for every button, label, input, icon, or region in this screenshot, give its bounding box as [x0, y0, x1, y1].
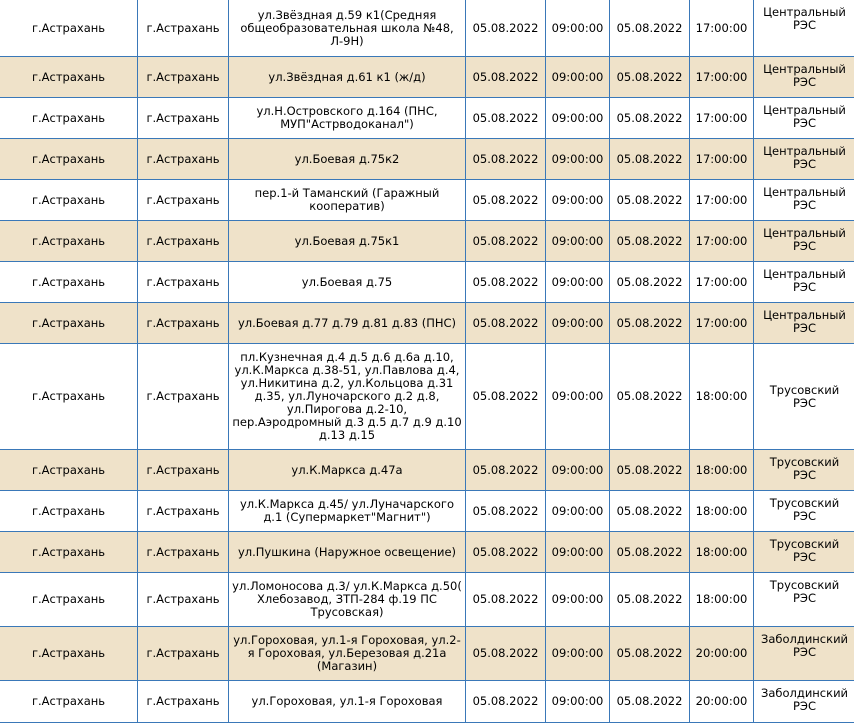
end-date-cell: 05.08.2022 [610, 627, 690, 681]
end-date-cell: 05.08.2022 [610, 98, 690, 139]
res-name: Трусовский РЭС [769, 537, 840, 564]
end-time-cell: 17:00:00 [690, 180, 754, 221]
end-time-cell: 17:00:00 [690, 0, 754, 57]
res-cell [754, 344, 854, 450]
settlement-cell: г.Астрахань [0, 221, 138, 262]
settlement-cell: г.Астрахань [0, 450, 138, 491]
end-time-cell: 18:00:00 [690, 450, 754, 491]
address-cell: ул.Гороховая, ул.1-я Гороховая [229, 681, 466, 723]
end-date-cell: 05.08.2022 [610, 57, 690, 98]
res-cell [754, 57, 854, 98]
res-name: Трусовский РЭС [769, 455, 840, 482]
res-name: Заболдинский РЭС [760, 632, 849, 659]
res-cell [754, 221, 854, 262]
settlement-cell: г.Астрахань [0, 491, 138, 532]
start-time-cell: 09:00:00 [546, 532, 610, 573]
settlement-cell: г.Астрахань [0, 139, 138, 180]
res-name: Центральный РЭС [763, 308, 846, 335]
city-cell: г.Астрахань [138, 0, 229, 57]
res-name: Центральный РЭС [763, 185, 846, 212]
end-time-cell: 17:00:00 [690, 57, 754, 98]
res-cell [754, 627, 854, 681]
start-date-cell: 05.08.2022 [466, 98, 546, 139]
res-cell [754, 180, 854, 221]
end-time-cell: 20:00:00 [690, 627, 754, 681]
res-name: Трусовский РЭС [769, 496, 840, 523]
res-name: Заболдинский РЭС [760, 686, 849, 713]
start-date-cell: 05.08.2022 [466, 450, 546, 491]
start-time-cell: 09:00:00 [546, 681, 610, 723]
start-date-cell: 05.08.2022 [466, 491, 546, 532]
address-cell: пл.Кузнечная д.4 д.5 д.6 д.6а д.10, ул.К.Маркса д.38-51, ул.Павлова д.4, ул.Никитина д.2, ул.Кольцова д.31 д.35, ул.Луночарского д.2 д.8, ул.Пирогова д.2-10, пер.Аэродромный д.3 д.5 д.7 д.9 д.10 д.13 д.15 [229, 344, 466, 450]
res-name: Центральный РЭС [763, 267, 846, 294]
res-name: Центральный РЭС [763, 226, 846, 253]
settlement-cell: г.Астрахань [0, 303, 138, 344]
table-row [0, 573, 854, 627]
start-date-cell: 05.08.2022 [466, 262, 546, 303]
start-date-cell: 05.08.2022 [466, 532, 546, 573]
res-name: Трусовский РЭС [769, 578, 840, 605]
city-cell: г.Астрахань [138, 221, 229, 262]
start-time-cell: 09:00:00 [546, 627, 610, 681]
address-cell: ул.Звёздная д.61 к1 (ж/д) [229, 57, 466, 98]
address-cell: ул.Гороховая, ул.1-я Гороховая, ул.2-я Гороховая, ул.Березовая д.21а (Магазин) [229, 627, 466, 681]
city-cell: г.Астрахань [138, 139, 229, 180]
start-time-cell: 09:00:00 [546, 450, 610, 491]
end-time-cell: 18:00:00 [690, 491, 754, 532]
start-time-cell: 09:00:00 [546, 98, 610, 139]
end-date-cell: 05.08.2022 [610, 221, 690, 262]
city-cell: г.Астрахань [138, 180, 229, 221]
end-date-cell: 05.08.2022 [610, 450, 690, 491]
start-time-cell: 09:00:00 [546, 57, 610, 98]
city-cell: г.Астрахань [138, 491, 229, 532]
res-name: Центральный РЭС [763, 103, 846, 130]
address-cell: пер.1-й Таманский (Гаражный кооператив) [229, 180, 466, 221]
table-row [0, 681, 854, 723]
start-date-cell: 05.08.2022 [466, 180, 546, 221]
start-date-cell: 05.08.2022 [466, 627, 546, 681]
end-date-cell: 05.08.2022 [610, 139, 690, 180]
end-date-cell: 05.08.2022 [610, 262, 690, 303]
res-name: Центральный РЭС [763, 5, 846, 32]
start-time-cell: 09:00:00 [546, 180, 610, 221]
start-date-cell: 05.08.2022 [466, 221, 546, 262]
res-cell [754, 450, 854, 491]
city-cell: г.Астрахань [138, 573, 229, 627]
settlement-cell: г.Астрахань [0, 681, 138, 723]
start-date-cell: 05.08.2022 [466, 139, 546, 180]
table-row [0, 57, 854, 98]
settlement-cell: г.Астрахань [0, 98, 138, 139]
table-row [0, 98, 854, 139]
address-cell: ул.К.Маркса д.47а [229, 450, 466, 491]
city-cell: г.Астрахань [138, 303, 229, 344]
end-date-cell: 05.08.2022 [610, 180, 690, 221]
start-date-cell: 05.08.2022 [466, 573, 546, 627]
address-cell: ул.Боевая д.75к2 [229, 139, 466, 180]
end-time-cell: 17:00:00 [690, 98, 754, 139]
address-cell: ул.Н.Островского д.164 (ПНС, МУП"Астрводоканал") [229, 98, 466, 139]
end-date-cell: 05.08.2022 [610, 0, 690, 57]
start-date-cell: 05.08.2022 [466, 344, 546, 450]
res-cell [754, 262, 854, 303]
address-cell: ул.Ломоносова д.3/ ул.К.Маркса д.50( Хлебозавод, ЗТП-284 ф.19 ПС Трусовская) [229, 573, 466, 627]
end-date-cell: 05.08.2022 [610, 344, 690, 450]
res-cell [754, 532, 854, 573]
end-time-cell: 17:00:00 [690, 221, 754, 262]
address-cell: ул.Боевая д.75к1 [229, 221, 466, 262]
city-cell: г.Астрахань [138, 344, 229, 450]
start-time-cell: 09:00:00 [546, 139, 610, 180]
table-row [0, 491, 854, 532]
start-date-cell: 05.08.2022 [466, 0, 546, 57]
address-cell: ул.Боевая д.75 [229, 262, 466, 303]
end-time-cell: 18:00:00 [690, 573, 754, 627]
table-row [0, 0, 854, 57]
start-date-cell: 05.08.2022 [466, 57, 546, 98]
table-row [0, 180, 854, 221]
settlement-cell: г.Астрахань [0, 344, 138, 450]
res-cell [754, 303, 854, 344]
city-cell: г.Астрахань [138, 262, 229, 303]
end-time-cell: 17:00:00 [690, 139, 754, 180]
city-cell: г.Астрахань [138, 681, 229, 723]
table-row [0, 532, 854, 573]
address-cell: ул.Боевая д.77 д.79 д.81 д.83 (ПНС) [229, 303, 466, 344]
address-cell: ул.Звёздная д.59 к1(Средняя общеобразовательная школа №48, Л-9Н) [229, 0, 466, 57]
address-cell: ул.Пушкина (Наружное освещение) [229, 532, 466, 573]
start-time-cell: 09:00:00 [546, 262, 610, 303]
settlement-cell: г.Астрахань [0, 180, 138, 221]
start-time-cell: 09:00:00 [546, 344, 610, 450]
settlement-cell: г.Астрахань [0, 573, 138, 627]
city-cell: г.Астрахань [138, 57, 229, 98]
end-date-cell: 05.08.2022 [610, 681, 690, 723]
table-row [0, 262, 854, 303]
res-cell [754, 98, 854, 139]
end-time-cell: 17:00:00 [690, 303, 754, 344]
table-row [0, 344, 854, 450]
settlement-cell: г.Астрахань [0, 532, 138, 573]
end-date-cell: 05.08.2022 [610, 532, 690, 573]
res-name: Трусовский РЭС [769, 382, 840, 410]
start-time-cell: 09:00:00 [546, 221, 610, 262]
start-date-cell: 05.08.2022 [466, 303, 546, 344]
table-row [0, 627, 854, 681]
res-cell [754, 491, 854, 532]
end-date-cell: 05.08.2022 [610, 303, 690, 344]
start-time-cell: 09:00:00 [546, 0, 610, 57]
city-cell: г.Астрахань [138, 532, 229, 573]
start-time-cell: 09:00:00 [546, 303, 610, 344]
settlement-cell: г.Астрахань [0, 627, 138, 681]
city-cell: г.Астрахань [138, 98, 229, 139]
city-cell: г.Астрахань [138, 450, 229, 491]
end-time-cell: 20:00:00 [690, 681, 754, 723]
city-cell: г.Астрахань [138, 627, 229, 681]
end-date-cell: 05.08.2022 [610, 491, 690, 532]
end-time-cell: 18:00:00 [690, 532, 754, 573]
settlement-cell: г.Астрахань [0, 57, 138, 98]
res-cell [754, 681, 854, 723]
end-date-cell: 05.08.2022 [610, 573, 690, 627]
res-cell [754, 139, 854, 180]
settlement-cell: г.Астрахань [0, 262, 138, 303]
start-time-cell: 09:00:00 [546, 491, 610, 532]
table-row [0, 303, 854, 344]
table-row [0, 221, 854, 262]
end-time-cell: 18:00:00 [690, 344, 754, 450]
res-cell [754, 573, 854, 627]
end-time-cell: 17:00:00 [690, 262, 754, 303]
res-name: Центральный РЭС [763, 144, 846, 171]
settlement-cell: г.Астрахань [0, 0, 138, 57]
start-time-cell: 09:00:00 [546, 573, 610, 627]
table-row [0, 139, 854, 180]
start-date-cell: 05.08.2022 [466, 681, 546, 723]
res-cell [754, 0, 854, 57]
res-name: Центральный РЭС [763, 62, 846, 89]
address-cell: ул.К.Маркса д.45/ ул.Луначарского д.1 (Супермаркет"Магнит") [229, 491, 466, 532]
table-row [0, 450, 854, 491]
